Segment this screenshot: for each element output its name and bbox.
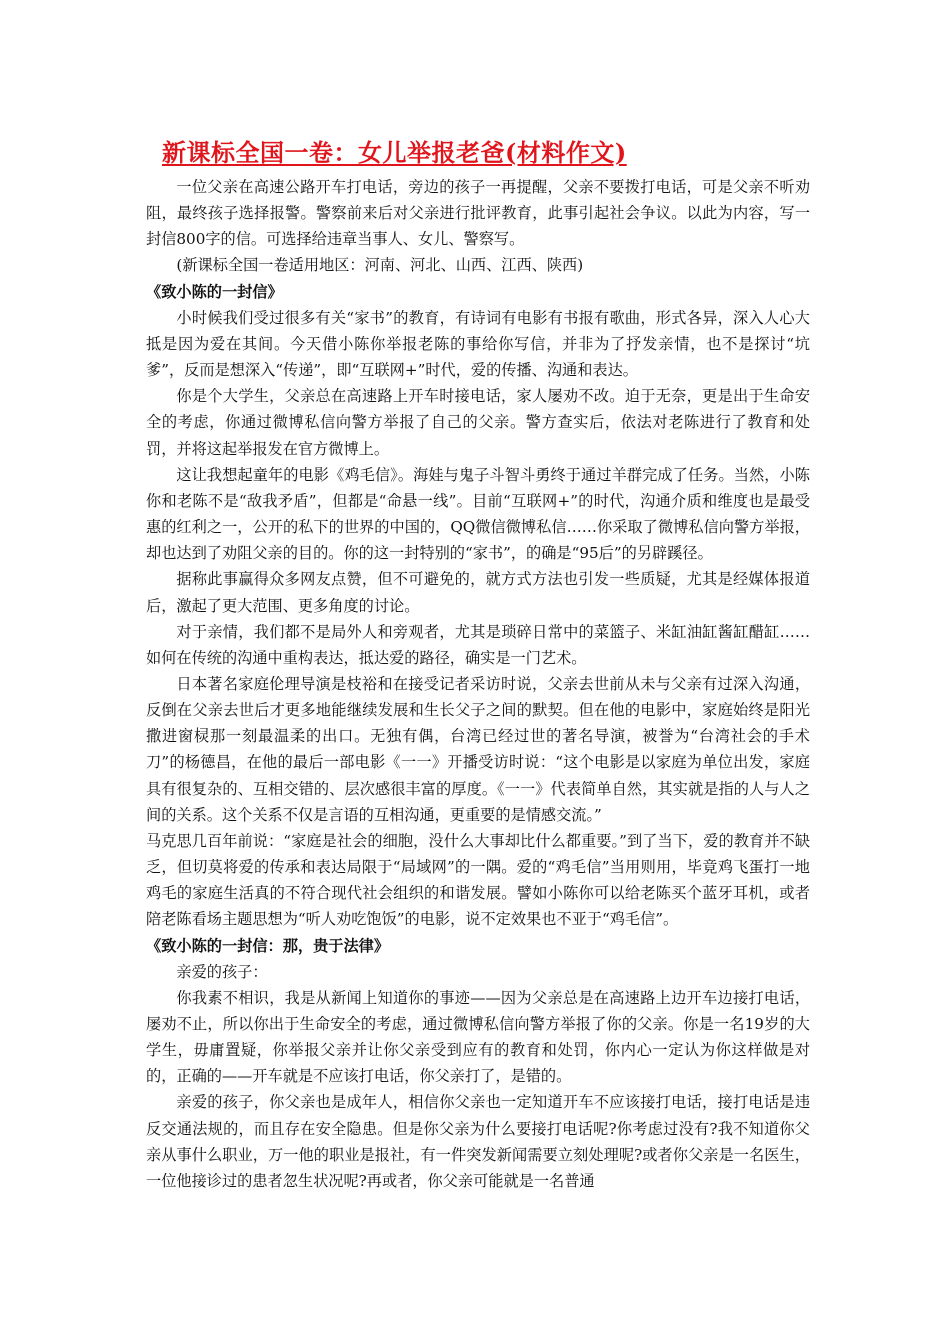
paragraph: 你我素不相识，我是从新闻上知道你的事迹——因为父亲总是在高速路上边开车边接打电话，屡劝不止，所以你出于生命安全的考虑，通过微博私信向警方举报了你的父亲。你是一名19岁的大学生，毋庸置疑，你举报父亲并让你父亲受到应有的教育和处罚，你内心一定认为你这样做是对的，正确的——开车就是不应该打电话，你父亲打了，是错的。 [146, 988, 810, 1086]
paragraph: 小时候我们受过很多有关“家书”的教育，有诗词有电影有书报有歌曲，形式各异，深入人心大抵是因为爱在其间。今天借小陈你举报老陈的事给你写信，并非为了抒发亲情，也不是探讨“坑爹”，反而是想深入“传递”，即“互联网+”时代，爱的传播、沟通和表达。 [146, 308, 810, 380]
paragraph: 据称此事赢得众多网友点赞，但不可避免的，就方式方法也引发一些质疑，尤其是经媒体报道后，激起了更大范围、更多角度的讨论。 [146, 570, 810, 615]
paragraph: 马克思几百年前说：“家庭是社会的细胞，没什么大事却比什么都重要。”到了当下，爱的教育并不缺乏，但切莫将爱的传承和表达局限于“局域网”的一隅。爱的“鸡毛信”当用则用，毕竟鸡飞蛋打一地鸡毛的家庭生活真的不符合现代社会组织的和谐发展。譬如小陈你可以给老陈买个蓝牙耳机，或者陪老陈看场主题思想为“听人劝吃饱饭”的电影，说不定效果也不亚于“鸡毛信”。 [146, 831, 810, 929]
paragraph: 亲爱的孩子，你父亲也是成年人，相信你父亲也一定知道开车不应该接打电话，接打电话是违反交通法规的，而且存在安全隐患。但是你父亲为什么要接打电话呢?你考虑过没有?我不知道你父亲从事什么职业，万一他的职业是报社，有一件突发新闻需要立刻处理呢?或者你父亲是一名医生，一位他接诊过的患者忽生状况呢?再或者，你父亲可能就是一名普通 [146, 1093, 810, 1190]
document-title: 新课标全国一卷：女儿举报老爸(材料作文) [162, 138, 627, 167]
paragraph: 亲爱的孩子： [176, 962, 268, 981]
paragraph: (新课标全国一卷适用地区：河南、河北、山西、江西、陕西) [176, 256, 584, 275]
paragraph: 对于亲情，我们都不是局外人和旁观者，尤其是琐碎日常中的菜篮子、米缸油缸酱缸醋缸……如何在传统的沟通中重构表达，抵达爱的路径，确实是一门艺术。 [146, 622, 810, 667]
section-heading: 《致小陈的一封信》 [146, 282, 283, 301]
paragraph: 日本著名家庭伦理导演是枝裕和在接受记者采访时说，父亲去世前从未与父亲有过深入沟通，反倒在父亲去世后才更多地能继续发展和生长父子之间的默契。但在他的电影中，家庭始终是阳光撒进窗棂那一刻最温柔的出口。无独有偶，台湾已经过世的著名导演，被誉为“台湾社会的手术刀”的杨德昌，在他的最后一部电影《一一》开播受访时说：“这个电影是以家庭为单位出发，家庭具有很复杂的、互相交错的、层次感很丰富的厚度。《一一》代表简单自然，其实就是指的人与人之间的关系。这个关系不仅是言语的互相沟通，更重要的是情感交流。” [146, 674, 810, 824]
document-body [146, 174, 810, 1194]
paragraph: 一位父亲在高速公路开车打电话，旁边的孩子一再提醒，父亲不要拨打电话，可是父亲不听劝阻，最终孩子选择报警。警察前来后对父亲进行批评教育，此事引起社会争议。以此为内容，写一封信800字的信。可选择给违章当事人、女儿、警察写。 [146, 178, 810, 249]
section-heading: 《致小陈的一封信：那，贵于法律》 [146, 936, 389, 955]
paragraph: 这让我想起童年的电影《鸡毛信》。海娃与鬼子斗智斗勇终于通过羊群完成了任务。当然，小陈你和老陈不是“敌我矛盾”，但都是“命悬一线”。目前“互联网+”的时代，沟通介质和维度也是最受惠的红利之一，公开的私下的世界的中国的，QQ微信微博私信……你采取了微博私信向警方举报，却也达到了劝阻父亲的目的。你的这一封特别的“家书”，的确是“95后”的另辟蹊径。 [146, 465, 810, 563]
paragraph: 你是个大学生，父亲总在高速路上开车时接电话，家人屡劝不改。迫于无奈，更是出于生命安全的考虑，你通过微博私信向警方举报了自己的父亲。警方查实后，依法对老陈进行了教育和处罚，并将这起举报发在官方微博上。 [146, 387, 810, 458]
